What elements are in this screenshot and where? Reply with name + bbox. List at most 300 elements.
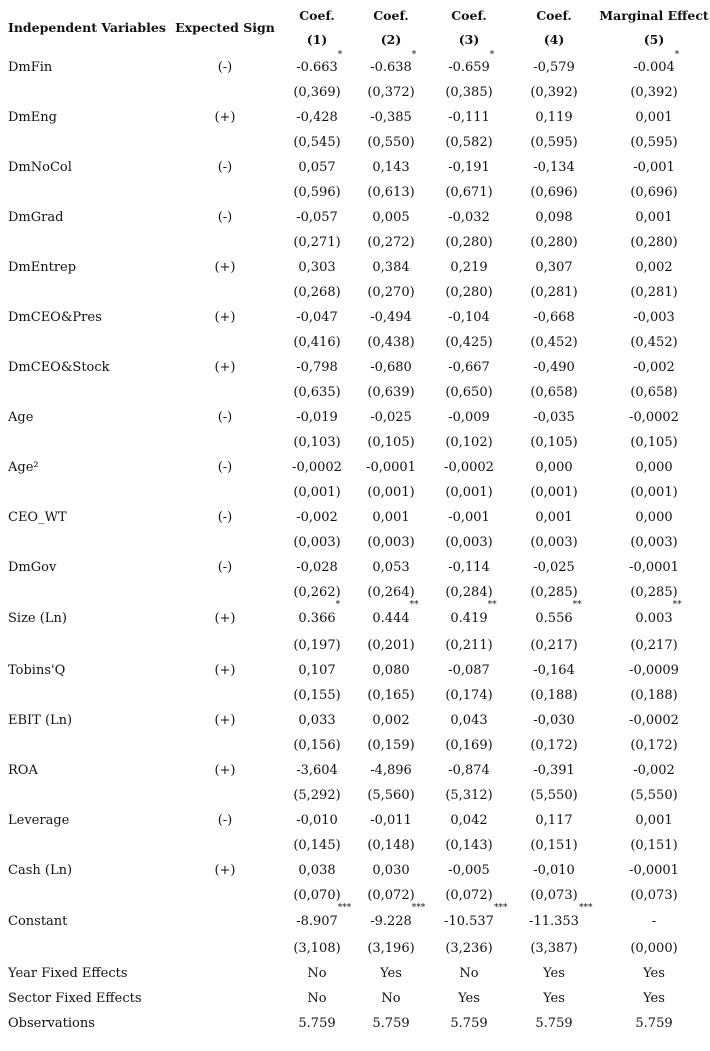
coef-value-group bbox=[635, 255, 672, 280]
coef-value: -0.004 bbox=[633, 60, 675, 75]
coef-value-group bbox=[448, 858, 490, 883]
coef-value: 0,107 bbox=[298, 663, 336, 678]
variable-name: Age² bbox=[8, 460, 39, 475]
coef-value-group bbox=[629, 858, 679, 883]
coef-cell bbox=[354, 808, 428, 833]
standard-error: (0,151) bbox=[530, 838, 578, 853]
table-row-footer bbox=[0, 1011, 710, 1036]
coef-cell bbox=[354, 355, 428, 380]
significance-stars: * bbox=[674, 50, 680, 60]
coef-cell bbox=[510, 858, 598, 883]
coef-value-group bbox=[535, 205, 572, 230]
coef-value-group bbox=[533, 555, 575, 580]
coef-cell bbox=[428, 903, 510, 936]
header-col-1-number: (1) bbox=[306, 31, 328, 47]
significance-stars: * bbox=[411, 50, 417, 60]
coef-value: -0,494 bbox=[370, 310, 412, 325]
table-row-se bbox=[0, 180, 710, 205]
standard-error: (0,596) bbox=[293, 185, 341, 200]
coef-value-group bbox=[292, 455, 342, 480]
coef-value: -0,104 bbox=[448, 310, 490, 325]
variable-name: Age bbox=[8, 410, 34, 425]
expected-sign: (+) bbox=[214, 260, 236, 275]
coef-value-group bbox=[444, 903, 508, 936]
variable-name: DmNoCol bbox=[8, 160, 72, 175]
coef-value: -0,035 bbox=[533, 410, 575, 425]
coef-value: -0,114 bbox=[448, 560, 490, 575]
standard-error: (0,392) bbox=[530, 85, 578, 100]
standard-error: (0,416) bbox=[293, 335, 341, 350]
coef-cell bbox=[510, 903, 598, 936]
standard-error: (0,270) bbox=[367, 285, 415, 300]
coef-cell bbox=[280, 808, 354, 833]
coef-value-group bbox=[535, 455, 572, 480]
standard-error: (0,145) bbox=[293, 838, 341, 853]
header-col-2-title: Coef. bbox=[373, 7, 409, 23]
expected-sign: (-) bbox=[217, 460, 233, 475]
coef-cell bbox=[354, 658, 428, 683]
expected-sign-empty bbox=[170, 380, 280, 405]
coef-value-group bbox=[533, 758, 575, 783]
coef-value-group bbox=[366, 455, 416, 480]
coef-value: 0,098 bbox=[535, 210, 573, 225]
coef-cell bbox=[598, 105, 710, 130]
coef-cell bbox=[428, 758, 510, 783]
expected-sign-empty bbox=[170, 130, 280, 155]
coef-value: -0,0002 bbox=[292, 460, 342, 475]
coef-value-group bbox=[296, 105, 338, 130]
table-row-coef bbox=[0, 605, 710, 633]
coef-value: -0,001 bbox=[448, 510, 490, 525]
coef-value: -0,032 bbox=[448, 210, 490, 225]
coef-value-group bbox=[533, 55, 575, 80]
coef-value: -0,667 bbox=[448, 360, 490, 375]
coef-value-group bbox=[298, 708, 335, 733]
coef-value: -3,604 bbox=[296, 763, 338, 778]
coef-cell bbox=[510, 600, 598, 633]
standard-error: (0,284) bbox=[445, 585, 493, 600]
standard-error: (0,201) bbox=[367, 638, 415, 653]
coef-value-group bbox=[633, 355, 675, 380]
coef-value: 0,117 bbox=[535, 813, 573, 828]
standard-error: (0,000) bbox=[630, 941, 678, 956]
coef-cell bbox=[428, 455, 510, 480]
coef-value: -0,164 bbox=[533, 663, 575, 678]
coef-value-group bbox=[370, 808, 412, 833]
header-independent-variables: Independent Variables bbox=[8, 19, 166, 35]
coef-value-group bbox=[629, 658, 679, 683]
table-row-coef bbox=[0, 808, 710, 833]
standard-error: (0,072) bbox=[367, 888, 415, 903]
coef-value: -0,0001 bbox=[629, 560, 679, 575]
coef-value-group bbox=[635, 455, 672, 480]
coef-value-group bbox=[370, 758, 412, 783]
coef-cell bbox=[510, 808, 598, 833]
coef-value: 0,303 bbox=[298, 260, 336, 275]
coef-value: -0,111 bbox=[448, 110, 490, 125]
footer-empty bbox=[170, 1011, 280, 1036]
coef-value: 0,001 bbox=[372, 510, 410, 525]
coef-value: 0,000 bbox=[635, 510, 673, 525]
coef-cell bbox=[354, 50, 428, 80]
coef-cell bbox=[354, 155, 428, 180]
coef-value: -0,002 bbox=[633, 360, 675, 375]
variable-name-empty bbox=[0, 530, 170, 555]
coef-value: 0.556 bbox=[535, 611, 573, 626]
coef-cell bbox=[428, 155, 510, 180]
standard-error: (0,172) bbox=[530, 738, 578, 753]
coef-value-group bbox=[448, 305, 490, 330]
coef-value: - bbox=[651, 914, 657, 929]
expected-sign-empty bbox=[170, 280, 280, 305]
coef-value-group bbox=[296, 808, 338, 833]
footer-value: Yes bbox=[458, 991, 480, 1006]
coef-value-group bbox=[448, 758, 490, 783]
variable-name-empty bbox=[0, 733, 170, 758]
table-row-se bbox=[0, 936, 710, 961]
standard-error: (0,148) bbox=[367, 838, 415, 853]
table-row-se bbox=[0, 280, 710, 305]
coef-value: -11.353 bbox=[529, 914, 579, 929]
standard-error: (0,103) bbox=[293, 435, 341, 450]
coef-value-group bbox=[298, 600, 341, 633]
standard-error: (0,264) bbox=[367, 585, 415, 600]
variable-name-empty bbox=[0, 380, 170, 405]
coef-value-group bbox=[533, 355, 575, 380]
standard-error: (0,280) bbox=[445, 235, 493, 250]
expected-sign bbox=[170, 908, 280, 936]
variable-name-empty bbox=[0, 936, 170, 961]
coef-value: 0,043 bbox=[450, 713, 488, 728]
coef-value: 0.366 bbox=[298, 611, 336, 626]
coef-value-group bbox=[450, 708, 487, 733]
significance-stars: ** bbox=[487, 600, 497, 610]
standard-error: (0,438) bbox=[367, 335, 415, 350]
header-col-2-number: (2) bbox=[380, 31, 402, 47]
coef-cell bbox=[354, 455, 428, 480]
coef-value-group bbox=[633, 305, 675, 330]
coef-cell bbox=[598, 405, 710, 430]
coef-value: -0,025 bbox=[533, 560, 575, 575]
coef-value: -0.663 bbox=[296, 60, 338, 75]
coef-value: -0,010 bbox=[533, 863, 575, 878]
coef-value-group bbox=[296, 405, 338, 430]
table-row-se bbox=[0, 480, 710, 505]
standard-error: (0,613) bbox=[367, 185, 415, 200]
header-col-5-title: Marginal Effect bbox=[599, 7, 709, 23]
expected-sign-empty bbox=[170, 633, 280, 658]
table-row-coef bbox=[0, 205, 710, 230]
standard-error: (0,369) bbox=[293, 85, 341, 100]
coef-value-group bbox=[450, 255, 487, 280]
standard-error: (0,003) bbox=[293, 535, 341, 550]
standard-error: (0,169) bbox=[445, 738, 493, 753]
coef-value: 0,038 bbox=[298, 863, 336, 878]
coef-cell bbox=[510, 708, 598, 733]
coef-cell bbox=[280, 155, 354, 180]
expected-sign: (-) bbox=[217, 210, 233, 225]
standard-error: (0,650) bbox=[445, 385, 493, 400]
expected-sign-empty bbox=[170, 936, 280, 961]
header-col-3-title: Coef. bbox=[451, 7, 487, 23]
coef-value-group bbox=[635, 505, 672, 530]
expected-sign: (-) bbox=[217, 813, 233, 828]
header-col-3-number: (3) bbox=[458, 31, 480, 47]
coef-cell bbox=[354, 405, 428, 430]
footer-value: No bbox=[307, 991, 327, 1006]
coef-value-group bbox=[535, 255, 572, 280]
coef-cell bbox=[280, 903, 354, 936]
table-body bbox=[0, 50, 710, 1036]
standard-error: (0,281) bbox=[530, 285, 578, 300]
standard-error: (0,425) bbox=[445, 335, 493, 350]
coef-cell bbox=[354, 505, 428, 530]
standard-error: (0,105) bbox=[367, 435, 415, 450]
footer-value: 5.759 bbox=[298, 1016, 336, 1031]
expected-sign: (-) bbox=[217, 510, 233, 525]
coef-value: -0,0002 bbox=[444, 460, 494, 475]
expected-sign-empty bbox=[170, 430, 280, 455]
coef-value-group bbox=[444, 455, 494, 480]
standard-error: (0,001) bbox=[445, 485, 493, 500]
standard-error: (0,003) bbox=[367, 535, 415, 550]
coef-value-group bbox=[372, 658, 409, 683]
variable-name-empty bbox=[0, 580, 170, 605]
standard-error: (0,174) bbox=[445, 688, 493, 703]
standard-error: (3,236) bbox=[445, 941, 493, 956]
coef-value-group bbox=[372, 858, 409, 883]
coef-value-group bbox=[298, 658, 335, 683]
standard-error: (0,452) bbox=[630, 335, 678, 350]
coef-value: -0,025 bbox=[370, 410, 412, 425]
coef-value: -0,874 bbox=[448, 763, 490, 778]
coef-value-group bbox=[296, 205, 338, 230]
coef-value: -0,087 bbox=[448, 663, 490, 678]
standard-error: (0,280) bbox=[445, 285, 493, 300]
standard-error: (0,217) bbox=[630, 638, 678, 653]
coef-cell bbox=[280, 50, 354, 80]
standard-error: (0,001) bbox=[530, 485, 578, 500]
table-row-se bbox=[0, 683, 710, 708]
standard-error: (0,001) bbox=[293, 485, 341, 500]
significance-stars: *** bbox=[578, 903, 593, 913]
coef-value: 0.003 bbox=[635, 611, 673, 626]
table-row-coef bbox=[0, 758, 710, 783]
coef-cell bbox=[354, 205, 428, 230]
coef-value-group bbox=[629, 405, 679, 430]
expected-sign: (+) bbox=[214, 611, 236, 626]
coef-value: 0,042 bbox=[450, 813, 488, 828]
coef-value: -0,680 bbox=[370, 360, 412, 375]
variable-name: ROA bbox=[8, 763, 38, 778]
footer-value: No bbox=[459, 966, 479, 981]
coef-value-group bbox=[635, 105, 672, 130]
standard-error: (3,196) bbox=[367, 941, 415, 956]
coef-value: 0,000 bbox=[635, 460, 673, 475]
coef-cell bbox=[598, 355, 710, 380]
coef-value: -0,003 bbox=[633, 310, 675, 325]
coef-value-group bbox=[296, 305, 338, 330]
table-row-footer bbox=[0, 986, 710, 1011]
table-row-coef bbox=[0, 658, 710, 683]
coef-cell bbox=[598, 205, 710, 230]
coef-cell bbox=[428, 600, 510, 633]
footer-value: Yes bbox=[643, 991, 665, 1006]
coef-value: 0,080 bbox=[372, 663, 410, 678]
variable-name: Constant bbox=[8, 914, 68, 929]
coef-value-group bbox=[448, 658, 490, 683]
coef-value: -0,579 bbox=[533, 60, 575, 75]
variable-name: DmCEO&Stock bbox=[8, 360, 110, 375]
variable-name-empty bbox=[0, 883, 170, 908]
coef-cell bbox=[280, 555, 354, 580]
coef-cell bbox=[510, 55, 598, 80]
table-row-se bbox=[0, 230, 710, 255]
footer-value: 5.759 bbox=[372, 1016, 410, 1031]
standard-error: (0,003) bbox=[630, 535, 678, 550]
coef-value-group bbox=[652, 908, 656, 936]
coef-value: -0,0002 bbox=[629, 410, 679, 425]
footer-value: Yes bbox=[380, 966, 402, 981]
coef-value: -0.638 bbox=[370, 60, 412, 75]
coef-cell bbox=[598, 455, 710, 480]
coef-cell bbox=[598, 908, 710, 936]
standard-error: (0,003) bbox=[445, 535, 493, 550]
coef-cell bbox=[354, 305, 428, 330]
variable-name: Size (Ln) bbox=[8, 611, 67, 626]
expected-sign-empty bbox=[170, 180, 280, 205]
coef-value: 0,001 bbox=[635, 813, 673, 828]
footer-label: Observations bbox=[8, 1016, 95, 1031]
header-col-3 bbox=[428, 0, 510, 55]
header-col-5 bbox=[598, 0, 710, 55]
coef-value: -0,005 bbox=[448, 863, 490, 878]
coef-cell bbox=[598, 658, 710, 683]
coef-value: -10.537 bbox=[444, 914, 494, 929]
coef-cell bbox=[428, 50, 510, 80]
standard-error: (5,550) bbox=[530, 788, 578, 803]
expected-sign: (+) bbox=[214, 713, 236, 728]
footer-value: Yes bbox=[543, 991, 565, 1006]
coef-cell bbox=[510, 155, 598, 180]
standard-error: (0,280) bbox=[630, 235, 678, 250]
coef-cell bbox=[510, 555, 598, 580]
coef-cell bbox=[280, 405, 354, 430]
table-row-coef bbox=[0, 505, 710, 530]
coef-value-group bbox=[533, 708, 575, 733]
coef-value: 0,057 bbox=[298, 160, 336, 175]
standard-error: (5,550) bbox=[630, 788, 678, 803]
coef-value-group bbox=[448, 155, 490, 180]
coef-value: -0,391 bbox=[533, 763, 575, 778]
variable-name-empty bbox=[0, 280, 170, 305]
standard-error: (5,312) bbox=[445, 788, 493, 803]
coef-cell bbox=[428, 505, 510, 530]
coef-cell bbox=[428, 808, 510, 833]
footer-value: Yes bbox=[643, 966, 665, 981]
expected-sign: (+) bbox=[214, 360, 236, 375]
variable-name-empty bbox=[0, 80, 170, 105]
footer-label: Year Fixed Effects bbox=[8, 966, 128, 981]
standard-error: (0,285) bbox=[530, 585, 578, 600]
coef-value: -0,191 bbox=[448, 160, 490, 175]
coef-value: 0.419 bbox=[450, 611, 488, 626]
expected-sign: (-) bbox=[217, 160, 233, 175]
table-row-footer bbox=[0, 961, 710, 986]
standard-error: (0,272) bbox=[367, 235, 415, 250]
coef-value-group bbox=[533, 858, 575, 883]
header-col-1-title: Coef. bbox=[299, 7, 335, 23]
coef-value-group bbox=[448, 505, 490, 530]
coef-value: -0,030 bbox=[533, 713, 575, 728]
coef-cell bbox=[280, 708, 354, 733]
table-row-coef bbox=[0, 708, 710, 733]
variable-name: DmEntrep bbox=[8, 260, 77, 275]
coef-value: 0,384 bbox=[372, 260, 410, 275]
expected-sign-empty bbox=[170, 683, 280, 708]
variable-name: CEO_WT bbox=[8, 510, 67, 525]
standard-error: (0,635) bbox=[293, 385, 341, 400]
standard-error: (0,143) bbox=[445, 838, 493, 853]
standard-error: (0,003) bbox=[530, 535, 578, 550]
standard-error: (0,285) bbox=[630, 585, 678, 600]
coef-cell bbox=[280, 305, 354, 330]
table-row-se bbox=[0, 833, 710, 858]
table-row-se bbox=[0, 430, 710, 455]
coef-value-group bbox=[629, 555, 679, 580]
coef-cell bbox=[280, 658, 354, 683]
coef-value-group bbox=[635, 205, 672, 230]
standard-error: (0,452) bbox=[530, 335, 578, 350]
coef-cell bbox=[280, 255, 354, 280]
standard-error: (0,595) bbox=[530, 135, 578, 150]
coef-cell bbox=[354, 105, 428, 130]
coef-value-group bbox=[635, 808, 672, 833]
coef-value: 0,307 bbox=[535, 260, 573, 275]
expected-sign: (-) bbox=[217, 410, 233, 425]
table-row-se bbox=[0, 883, 710, 908]
coef-cell bbox=[598, 255, 710, 280]
variable-name-empty bbox=[0, 130, 170, 155]
table-row-coef bbox=[0, 858, 710, 883]
table-row-se bbox=[0, 530, 710, 555]
coef-value-group bbox=[533, 305, 575, 330]
standard-error: (0,595) bbox=[630, 135, 678, 150]
standard-error: (0,073) bbox=[530, 888, 578, 903]
coef-value: -0.659 bbox=[448, 60, 490, 75]
coef-cell bbox=[428, 105, 510, 130]
coef-value: -9.228 bbox=[370, 914, 412, 929]
header-col-4-title: Coef. bbox=[536, 7, 572, 23]
coef-cell bbox=[428, 708, 510, 733]
coef-value: 0,001 bbox=[635, 210, 673, 225]
footer-value: No bbox=[381, 991, 401, 1006]
coef-cell bbox=[428, 555, 510, 580]
header-expected-sign: Expected Sign bbox=[175, 19, 275, 35]
coef-value: 0.444 bbox=[372, 611, 410, 626]
coef-value: 0,001 bbox=[635, 110, 673, 125]
significance-stars: ** bbox=[672, 600, 682, 610]
coef-value: 0,143 bbox=[372, 160, 410, 175]
coef-value-group bbox=[533, 658, 575, 683]
standard-error: (0,392) bbox=[630, 85, 678, 100]
coef-value: -0,798 bbox=[296, 360, 338, 375]
coef-value: -0,0001 bbox=[366, 460, 416, 475]
expected-sign: (+) bbox=[214, 763, 236, 778]
coef-value-group bbox=[535, 808, 572, 833]
footer-value: 5.759 bbox=[535, 1016, 573, 1031]
variable-name: Tobins'Q bbox=[8, 663, 66, 678]
